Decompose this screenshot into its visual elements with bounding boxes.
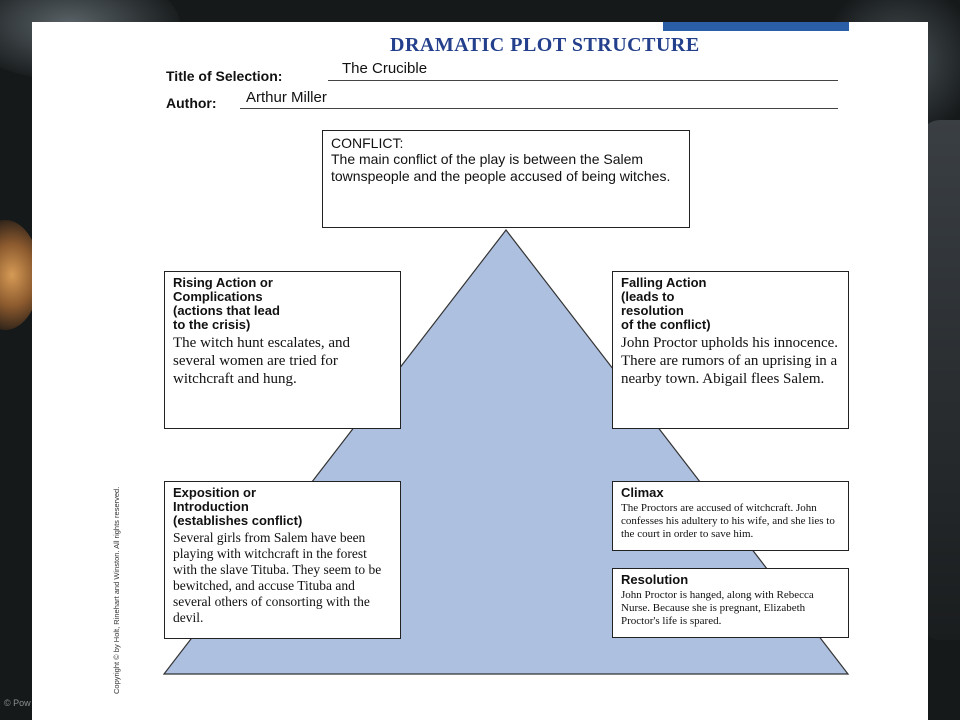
climax-text: The Proctors are accused of witchcraft. John confesses his adultery to his wife, and she lies to the court in order to save him. — [621, 502, 835, 540]
title-value: The Crucible — [342, 60, 428, 77]
conflict-text: The main conflict of the play is between the Salem townspeople and the people accused of being witches. — [331, 151, 671, 184]
author-label: Author: — [166, 95, 217, 111]
climax-heading: Climax — [621, 485, 664, 500]
climax-box — [612, 481, 849, 551]
author-value: Arthur Miller — [246, 89, 327, 106]
rising-action-text: The witch hunt escalates, and several women are tried for witchcraft and hung. — [173, 335, 351, 387]
resolution-box — [612, 568, 849, 638]
exposition-text: Several girls from Salem have been playing with witchcraft in the forest with the slave Tituba. They seem to be bewitched, and accuse Tituba and several others of consorting with the devil. — [173, 530, 382, 625]
corner-text: © Pow — [4, 698, 31, 708]
rising-action-box — [164, 271, 401, 429]
copyright-notice: Copyright © by Holt, Rinehart and Winston. All rights reserved. — [112, 486, 121, 694]
exposition-heading: Exposition or Introduction (establishes conflict) — [173, 485, 303, 528]
resolution-heading: Resolution — [621, 572, 689, 587]
conflict-box — [322, 130, 690, 228]
rising-action-heading: Rising Action or Complications (actions that lead to the crisis) — [173, 275, 280, 332]
resolution-text: John Proctor is hanged, along with Rebecca Nurse. Because she is pregnant, Elizabeth Proctor's life is spared. — [621, 589, 814, 627]
falling-action-text: John Proctor upholds his innocence. There are rumors of an uprising in a nearby town. Abigail flees Salem. — [621, 335, 839, 387]
falling-action-heading: Falling Action (leads to resolution of the conflict) — [621, 275, 711, 332]
falling-action-box — [612, 271, 849, 429]
worksheet-heading: DRAMATIC PLOT STRUCTURE — [390, 34, 700, 56]
conflict-heading: CONFLICT: — [331, 135, 404, 151]
exposition-box — [164, 481, 401, 639]
title-label: Title of Selection: — [166, 68, 283, 84]
